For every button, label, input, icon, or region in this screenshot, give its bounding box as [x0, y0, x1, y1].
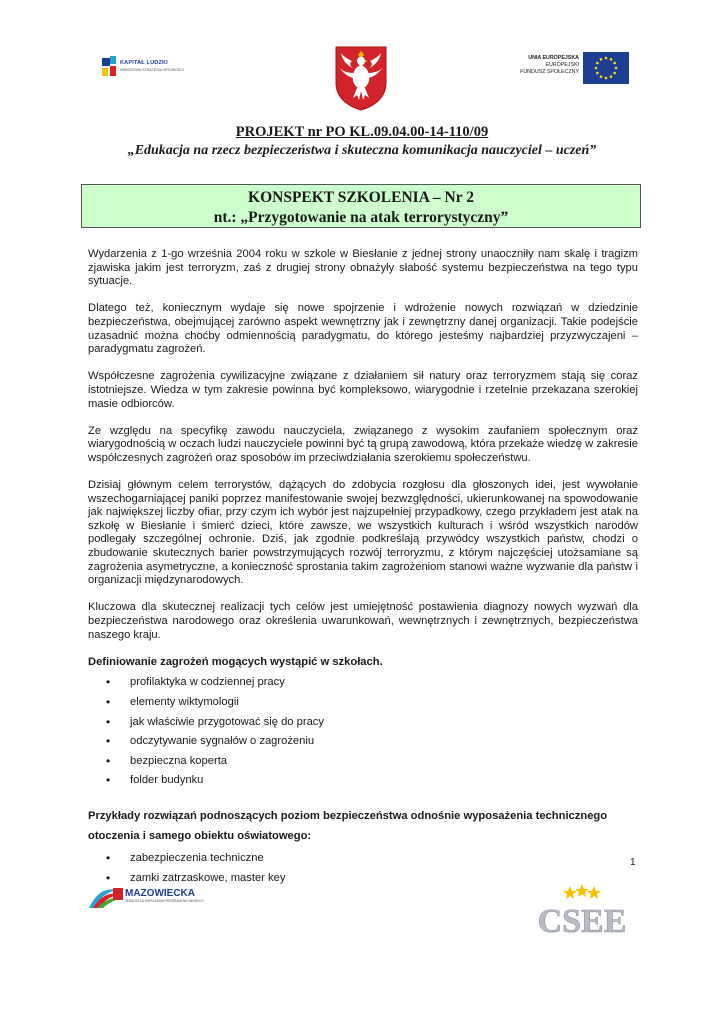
section-2-title: Przykłady rozwiązań podnoszących poziom bezpieczeństwa odnośnie wyposażenia technicznego otoczenia i samego obiektu oświatowego:	[88, 809, 608, 842]
konspekt-title: KONSPEKT SZKOLENIA – Nr 2	[248, 189, 474, 206]
csee-text: CSEE	[537, 903, 627, 938]
eu-line-3: FUNDUSZ SPOŁECZNY	[520, 69, 579, 75]
list-item: • odczytywanie sygnałów o zagrożeniu	[88, 735, 638, 755]
eu-star-icon	[613, 62, 616, 65]
list-item: • zamki zatrzaskowe, master key	[88, 872, 638, 892]
paragraph: Kluczowa dla skutecznej realizacji tych celów jest umiejętność postawienia diagnozy nowych wyzwań dla bezpieczeństwa narodowego oraz określenia uwarunkowań, wewnętrznych i zewnętrznych, bezpieczeństwa naszego kraju.	[88, 601, 638, 641]
eu-star-icon	[600, 75, 603, 78]
eu-star-icon	[615, 67, 618, 70]
kapital-ludzki-subtitle: NARODOWA STRATEGIA SPÓJNOŚCI	[120, 68, 184, 72]
mazowiecka-logo	[87, 882, 207, 910]
list-item: • elementy wiktymologii	[88, 696, 638, 716]
eu-star-icon	[595, 67, 598, 70]
list-item: • jak właściwie przygotować się do pracy	[88, 716, 638, 736]
mazowiecka-crest-icon	[113, 888, 123, 900]
paragraph: Dzisiaj głównym celem terrorystów, dążących do zdobycia rozgłosu dla głoszonych idei, jest wywołanie wszechogarniającej paniki poprzez manifestowanie swojej bezwzględności, ukierunkowanej na spowodowanie jak największej liczby ofiar, przy czym ich wybór jest najzupełniej przypadkowy, czego przykładem jest atak na szkołę w Biesłanie i śmierć dzieci, które zawsze, we wszystkich kulturach i wśród wszystkich narodów podlegały szczególnej ochronie. Dziś, jak zgodnie podkreślają przywódcy wszystkich państw, chodzi o zbudowanie skutecznych barier powstrzymujących rozwój terroryzmu, z którym najczęściej utożsamiane są zagrożenia asymetryczne, a konieczność sprostania takim zagrożeniom stanowi ważne wyzwanie dla państw i organizacji międzynarodowych.	[88, 479, 638, 587]
project-title-block	[0, 124, 724, 159]
paragraph: Dlatego też, koniecznym wydaje się nowe spojrzenie i wdrożenie nowych rozwiązań w dziedzinie bezpieczeństwa, obejmującej zarówno aspekt wewnętrzny jak i zewnętrzny danej organizacji. Takie podejście uzasadnić można choćby odmiennością paradygmatu, do którego jesteśmy najbardziej przyzwyczajeni – paradygmatu zagrożeń.	[88, 302, 638, 356]
polish-eagle-crest-icon	[332, 43, 390, 111]
csee-stars-icon	[563, 884, 601, 899]
mazowiecka-title: MAZOWIECKA	[125, 888, 195, 899]
konspekt-box	[81, 184, 641, 228]
eu-star-icon	[596, 72, 599, 75]
kapital-ludzki-icon	[100, 54, 118, 80]
project-name: „Edukacja na rzecz bezpieczeństwa i skuteczna komunikacja nauczyciel – uczeń”	[127, 143, 597, 158]
konspekt-subject: nt.: „Przygotowanie na atak terrorystyczny”	[213, 209, 509, 226]
eu-logo-block	[505, 52, 629, 84]
paragraph: Współczesne zagrożenia cywilizacyjne związane z działaniem sił natury oraz terroryzmem stają się coraz istotniejsze. Wiedza w tym zakresie powinna być kompleksowo, wiarygodnie i rzetelnie przekazana szerokiej masie odbiorców.	[88, 370, 638, 410]
eu-star-icon	[610, 75, 613, 78]
kapital-ludzki-logo	[100, 52, 182, 84]
csee-logo	[526, 884, 638, 938]
section-1-list	[88, 676, 638, 794]
eu-star-icon	[605, 77, 608, 80]
eu-line-1: UNIA EUROPEJSKA	[528, 55, 579, 61]
document-body	[88, 248, 638, 903]
list-item: • zabezpieczenia techniczne	[88, 852, 638, 872]
eu-star-icon	[610, 58, 613, 61]
project-number: PROJEKT nr PO KL.09.04.00-14-110/09	[235, 124, 489, 140]
eu-star-icon	[613, 72, 616, 75]
list-item: • profilaktyka w codziennej pracy	[88, 676, 638, 696]
kapital-ludzki-title: KAPITAŁ LUDZKI	[120, 60, 168, 66]
paragraph: Wydarzenia z 1-go września 2004 roku w szkole w Biesłanie z jednej strony unaoczniły nam skalę i tragizm zjawiska jakim jest terroryzm, zaś z drugiej strony obnażyły słabość systemu bezpieczeństwa na tego typu sytuacje.	[88, 248, 638, 288]
section-1-title: Definiowanie zagrożeń mogących wystąpić w szkołach.	[88, 655, 383, 668]
list-item: • bezpieczna koperta	[88, 755, 638, 775]
eu-flag-icon	[583, 52, 629, 84]
paragraph: Ze względu na specyfikę zawodu nauczyciela, związanego z wysokim zaufaniem społecznym oraz wiarygodnością w oczach ludzi nauczyciele powinni być tą grupą zawodową, która przekaże wiedzę w zakresie współczesnych zagrożeń oraz sposobów im przeciwdziałania szerokiemu społeczeństwu.	[88, 424, 638, 464]
eu-star-icon	[596, 62, 599, 65]
eu-star-icon	[600, 58, 603, 61]
eu-star-icon	[605, 57, 608, 60]
list-item: • folder budynku	[88, 774, 638, 794]
eu-line-2: EUROPEJSKI	[545, 62, 579, 68]
eu-text	[520, 55, 579, 76]
mazowiecka-subtitle: JEDNOSTKA WDRAŻANIA PROGRAMÓW UNIJNYCH	[125, 899, 204, 903]
page-number: 1	[630, 857, 636, 868]
